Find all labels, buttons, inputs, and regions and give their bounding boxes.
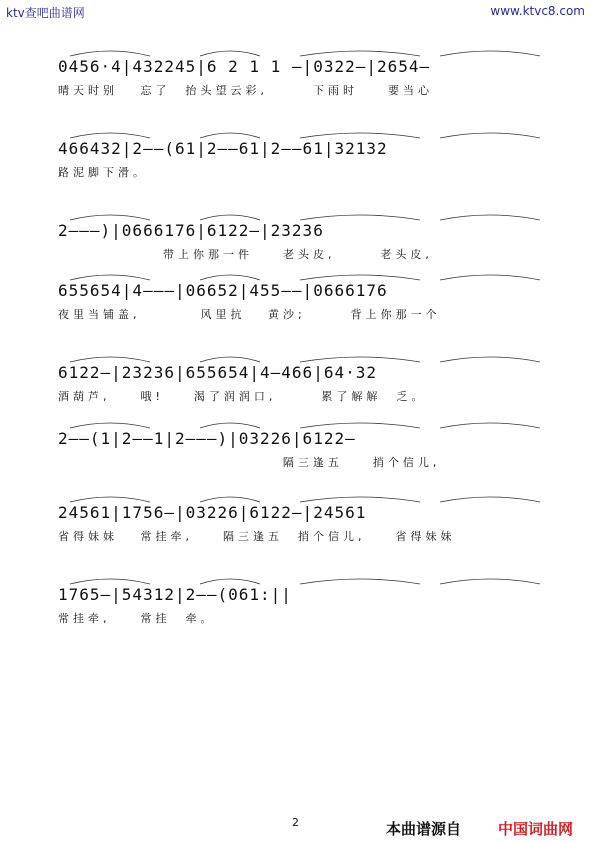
slur-arc xyxy=(200,423,260,428)
lyrics-line: 晴天时别 忘了 抬头望云彩, 下雨时 要当心 xyxy=(58,84,433,97)
notation-line: 24561|1756–|03226|6122–|24561 xyxy=(58,503,367,522)
score-system xyxy=(0,244,595,322)
notation-line: 0456·4|432245|6 2 1 1 –|0322–|2654– xyxy=(58,57,431,76)
lyrics-line: 省得妹妹 常挂牵, 隔三逢五 捎个信儿, 省得妹妹 xyxy=(58,530,456,543)
slur-arc xyxy=(200,275,260,280)
slur-arc xyxy=(200,357,260,362)
slur-arc xyxy=(70,423,150,428)
slur-marks xyxy=(0,184,595,224)
slur-arc xyxy=(300,497,420,502)
slur-arc xyxy=(70,51,150,56)
score-system xyxy=(0,20,595,98)
notation-line: 655654|4–––|06652|455––|0666176 xyxy=(58,281,388,300)
slur-arc xyxy=(70,357,150,362)
slur-arc xyxy=(300,423,420,428)
lyrics-line: 夜里当铺盖, 风里抗 黄沙; 背上你那一个 xyxy=(58,308,441,321)
slur-arc xyxy=(440,275,540,280)
header-right-site: www.ktvc8.com xyxy=(490,4,585,18)
slur-arc xyxy=(440,497,540,502)
score-system xyxy=(0,466,595,544)
slur-arc xyxy=(300,357,420,362)
slur-arc xyxy=(440,133,540,138)
slur-arc xyxy=(70,275,150,280)
slur-arc xyxy=(200,579,260,584)
slur-marks xyxy=(0,20,595,60)
slur-arc xyxy=(440,51,540,56)
slur-arc xyxy=(300,133,420,138)
header-left-site: ktv查吧曲谱网 xyxy=(6,6,85,20)
slur-arc xyxy=(70,497,150,502)
slur-arc xyxy=(440,579,540,584)
notation-line: 1765–|54312|2––(061:|| xyxy=(58,585,292,604)
lyrics-line: 带上你那一件 老头皮, 老头皮, xyxy=(58,248,433,261)
score-system xyxy=(0,102,595,180)
slur-arc xyxy=(440,423,540,428)
slur-marks xyxy=(0,244,595,284)
score-system xyxy=(0,548,595,626)
slur-arc xyxy=(300,215,420,220)
notation-line: 2–––)|0666176|6122–|23236 xyxy=(58,221,324,240)
slur-marks xyxy=(0,392,595,432)
slur-arc xyxy=(440,357,540,362)
page-number: 2 xyxy=(292,816,299,829)
footer-source-label: 本曲谱源自 xyxy=(386,820,462,838)
slur-arc xyxy=(70,579,150,584)
slur-marks xyxy=(0,326,595,366)
notation-line: 466432|2––(61|2––61|2––61|32132 xyxy=(58,139,388,158)
slur-arc xyxy=(200,215,260,220)
slur-arc xyxy=(200,51,260,56)
slur-arc xyxy=(70,133,150,138)
slur-arc xyxy=(70,215,150,220)
slur-arc xyxy=(300,579,420,584)
slur-marks xyxy=(0,102,595,142)
lyrics-line: 隔三逢五 捎个信儿, xyxy=(58,456,441,469)
slur-marks xyxy=(0,548,595,588)
slur-arc xyxy=(200,497,260,502)
notation-line: 2––(1|2––1|2–––)|03226|6122– xyxy=(58,429,356,448)
notation-line: 6122–|23236|655654|4–466|64·32 xyxy=(58,363,377,382)
footer-site-name: 中国词曲网 xyxy=(498,820,574,838)
slur-arc xyxy=(300,51,420,56)
slur-arc xyxy=(440,215,540,220)
slur-marks xyxy=(0,466,595,506)
lyrics-line: 酒葫芦, 哦! 渴了润润口, 累了解解 乏。 xyxy=(58,390,427,403)
lyrics-line: 常挂牵, 常挂 牵。 xyxy=(58,612,216,625)
slur-arc xyxy=(300,275,420,280)
lyrics-line: 路泥脚下滑。 xyxy=(58,166,148,179)
slur-arc xyxy=(200,133,260,138)
score-system xyxy=(0,392,595,470)
